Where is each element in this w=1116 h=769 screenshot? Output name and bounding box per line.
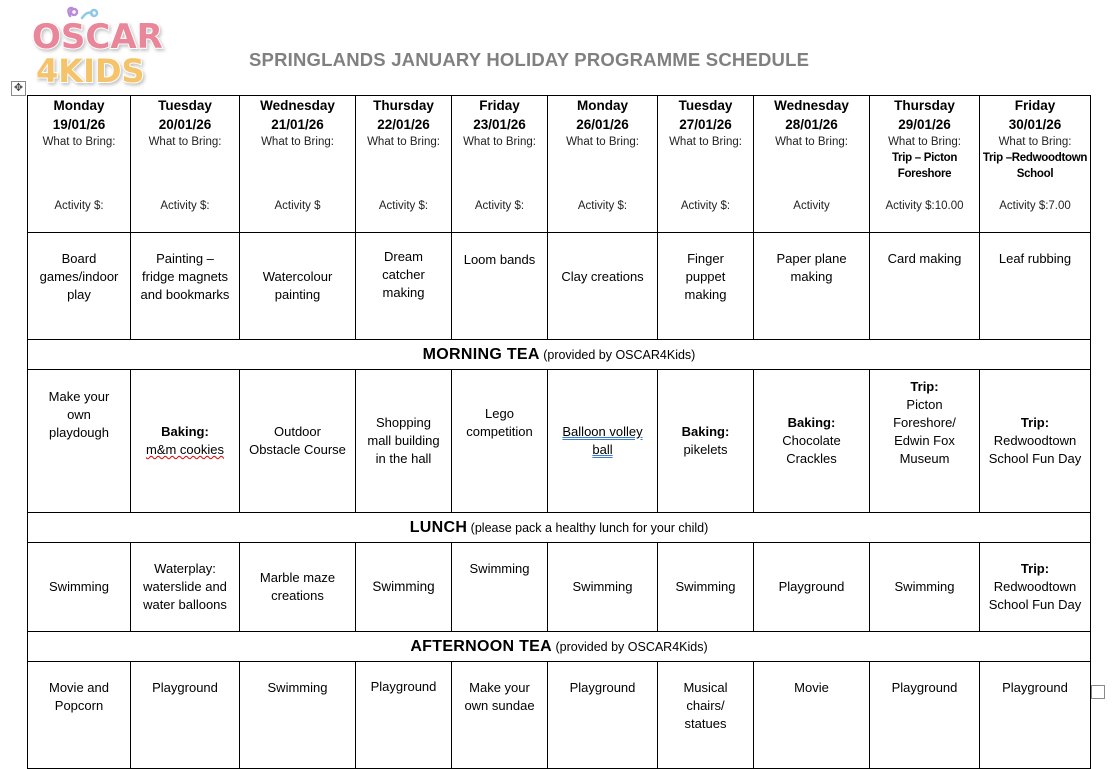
what-to-bring: What to Bring: xyxy=(775,136,848,148)
page-title: SPRINGLANDS JANUARY HOLIDAY PROGRAMME SCHEDULE xyxy=(249,49,810,70)
day-date: 26/01/26 xyxy=(576,117,629,132)
morning-activities-row xyxy=(28,233,1091,340)
table-move-handle-icon[interactable]: ✥ xyxy=(11,81,26,96)
activity-cell[interactable]: Movie and Popcorn xyxy=(28,662,131,769)
activity-cell[interactable]: Playground xyxy=(356,662,452,769)
activity-cost: Activity $: xyxy=(378,200,429,212)
activity-cell[interactable]: Swimming xyxy=(356,543,452,632)
afternoon-tea-note: (provided by OSCAR4Kids) xyxy=(555,639,708,654)
activity-cell[interactable]: Baking: m&m cookies xyxy=(131,370,240,513)
what-to-bring: What to Bring: xyxy=(148,136,222,148)
activity-cell[interactable]: Lego competition xyxy=(452,370,548,513)
activity-cell[interactable]: Playground xyxy=(548,662,658,769)
schedule-table xyxy=(27,95,1091,769)
activity-cell[interactable]: Baking: Chocolate Crackles xyxy=(754,370,870,513)
day-date: 29/01/26 xyxy=(898,117,951,132)
activity-cost: Activity $: xyxy=(160,200,210,212)
activity-cell[interactable]: Finger puppet making xyxy=(658,233,754,340)
activity-cell[interactable]: Balloon volley ball xyxy=(548,370,658,513)
afternoon-tea-row xyxy=(28,632,1091,662)
activity-cell[interactable]: Board games/indoor play xyxy=(28,233,131,340)
logo-text-top: OSCAR xyxy=(32,17,163,57)
what-to-bring: What to Bring: xyxy=(888,136,961,148)
activity-cell[interactable]: Trip: Picton Foreshore/ Edwin Fox Museum xyxy=(870,370,980,513)
what-to-bring: What to Bring: xyxy=(566,136,639,148)
activity-cell[interactable]: Swimming xyxy=(240,662,356,769)
activity-cell[interactable]: Shopping mall building in the hall xyxy=(356,370,452,513)
activity-cell[interactable]: Outdoor Obstacle Course xyxy=(240,370,356,513)
lunch-label: LUNCH xyxy=(409,518,468,536)
what-to-bring: What to Bring: xyxy=(669,136,742,148)
day-name: Thursday xyxy=(373,98,434,113)
day-name: Monday xyxy=(576,98,628,113)
day-name: Tuesday xyxy=(158,98,212,113)
activity-cell[interactable]: Musical chairs/ statues xyxy=(658,662,754,769)
afternoon-tea-banner xyxy=(28,632,1091,662)
bring-detail: School xyxy=(1016,168,1054,180)
day-name: Wednesday xyxy=(774,98,849,113)
late-activities-row xyxy=(28,662,1091,769)
day-date: 28/01/26 xyxy=(785,117,838,132)
morning-tea-label: MORNING TEA xyxy=(422,345,540,363)
activity-cell[interactable]: Swimming xyxy=(658,543,754,632)
day-date: 22/01/26 xyxy=(377,117,430,132)
day-header[interactable] xyxy=(548,96,658,233)
day-header[interactable] xyxy=(452,96,548,233)
day-name: Thursday xyxy=(894,98,955,113)
what-to-bring: What to Bring: xyxy=(998,136,1072,148)
header-row xyxy=(28,96,1091,233)
activity-cell[interactable]: Playground xyxy=(980,662,1091,769)
activity-cell[interactable]: Marble maze creations xyxy=(240,543,356,632)
activity-cell[interactable]: Trip: Redwoodtown School Fun Day xyxy=(980,543,1091,632)
day-date: 21/01/26 xyxy=(271,117,324,132)
lunch-row xyxy=(28,513,1091,543)
what-to-bring: What to Bring: xyxy=(463,136,536,148)
activity-cell[interactable]: Card making xyxy=(870,233,980,340)
activity-cost: Activity $: xyxy=(577,200,628,212)
midday-activities-row xyxy=(28,370,1091,513)
morning-tea-banner xyxy=(28,340,1091,370)
what-to-bring: What to Bring: xyxy=(261,136,334,148)
afternoon-activities-row xyxy=(28,543,1091,632)
activity-cost: Activity $:10.00 xyxy=(885,200,964,212)
activity-cost: Activity $ xyxy=(274,200,321,212)
what-to-bring: What to Bring: xyxy=(42,136,116,148)
logo-graphic xyxy=(30,6,170,90)
day-name: Wednesday xyxy=(260,98,335,113)
day-header[interactable] xyxy=(356,96,452,233)
day-name: Friday xyxy=(479,98,520,113)
activity-cell[interactable]: Clay creations xyxy=(548,233,658,340)
day-name: Monday xyxy=(53,98,105,113)
day-date: 30/01/26 xyxy=(1008,117,1062,132)
day-header[interactable] xyxy=(754,96,870,233)
activity-cell[interactable]: Make your own sundae xyxy=(452,662,548,769)
day-header[interactable] xyxy=(870,96,980,233)
activity-cell[interactable]: Playground xyxy=(870,662,980,769)
day-header[interactable] xyxy=(658,96,754,233)
activity-cell[interactable]: Leaf rubbing xyxy=(980,233,1091,340)
bring-detail: Trip – Picton xyxy=(891,152,958,164)
activity-cell[interactable]: Baking: pikelets xyxy=(658,370,754,513)
afternoon-tea-label: AFTERNOON TEA xyxy=(410,637,553,655)
morning-tea-row xyxy=(28,340,1091,370)
day-name: Tuesday xyxy=(678,98,733,113)
activity-cell[interactable]: Swimming xyxy=(452,543,548,632)
activity-cell[interactable]: Swimming xyxy=(870,543,980,632)
activity-cell[interactable]: Loom bands xyxy=(452,233,548,340)
activity-cell[interactable]: Watercolour painting xyxy=(240,233,356,340)
lunch-note: (please pack a healthy lunch for your child) xyxy=(470,520,709,535)
day-date: 20/01/26 xyxy=(158,117,212,132)
activity-cost: Activity $: xyxy=(54,200,104,212)
logo-text-bottom: 4KIDS xyxy=(36,52,145,90)
activity-cell[interactable]: Movie xyxy=(754,662,870,769)
bring-detail: Foreshore xyxy=(897,168,952,180)
activity-cell[interactable]: Playground xyxy=(754,543,870,632)
lunch-banner xyxy=(28,513,1091,543)
activity-cost: Activity $: xyxy=(680,200,731,212)
day-header[interactable] xyxy=(980,96,1091,233)
activity-cell[interactable]: Swimming xyxy=(548,543,658,632)
activity-cell[interactable]: Waterplay: waterslide and water balloons xyxy=(131,543,240,632)
activity-cell[interactable]: Paper plane making xyxy=(754,233,870,340)
what-to-bring: What to Bring: xyxy=(367,136,440,148)
activity-cell[interactable]: Playground xyxy=(131,662,240,769)
day-header[interactable] xyxy=(28,96,131,233)
activity-cell[interactable]: Make your own playdough xyxy=(28,370,131,513)
day-date: 23/01/26 xyxy=(473,117,526,132)
activity-cost: Activity $:7.00 xyxy=(999,200,1071,212)
day-date: 19/01/26 xyxy=(52,117,106,132)
activity-cell[interactable]: Dream catcher making xyxy=(356,233,452,340)
day-date: 27/01/26 xyxy=(679,117,732,132)
bring-detail: Trip –Redwoodtown xyxy=(982,152,1088,164)
activity-cell[interactable]: Swimming xyxy=(28,543,131,632)
activity-cost: Activity $: xyxy=(474,200,525,212)
activity-cell[interactable]: Trip: Redwoodtown School Fun Day xyxy=(980,370,1091,513)
day-header[interactable] xyxy=(131,96,240,233)
table-resize-handle[interactable] xyxy=(1091,685,1105,699)
day-header[interactable] xyxy=(240,96,356,233)
oscar4kids-logo xyxy=(30,6,170,90)
day-name: Friday xyxy=(1014,98,1056,113)
activity-cell[interactable]: Painting – fridge magnets and bookmarks xyxy=(131,233,240,340)
activity-cost: Activity xyxy=(793,200,830,212)
morning-tea-note: (provided by OSCAR4Kids) xyxy=(543,347,696,362)
